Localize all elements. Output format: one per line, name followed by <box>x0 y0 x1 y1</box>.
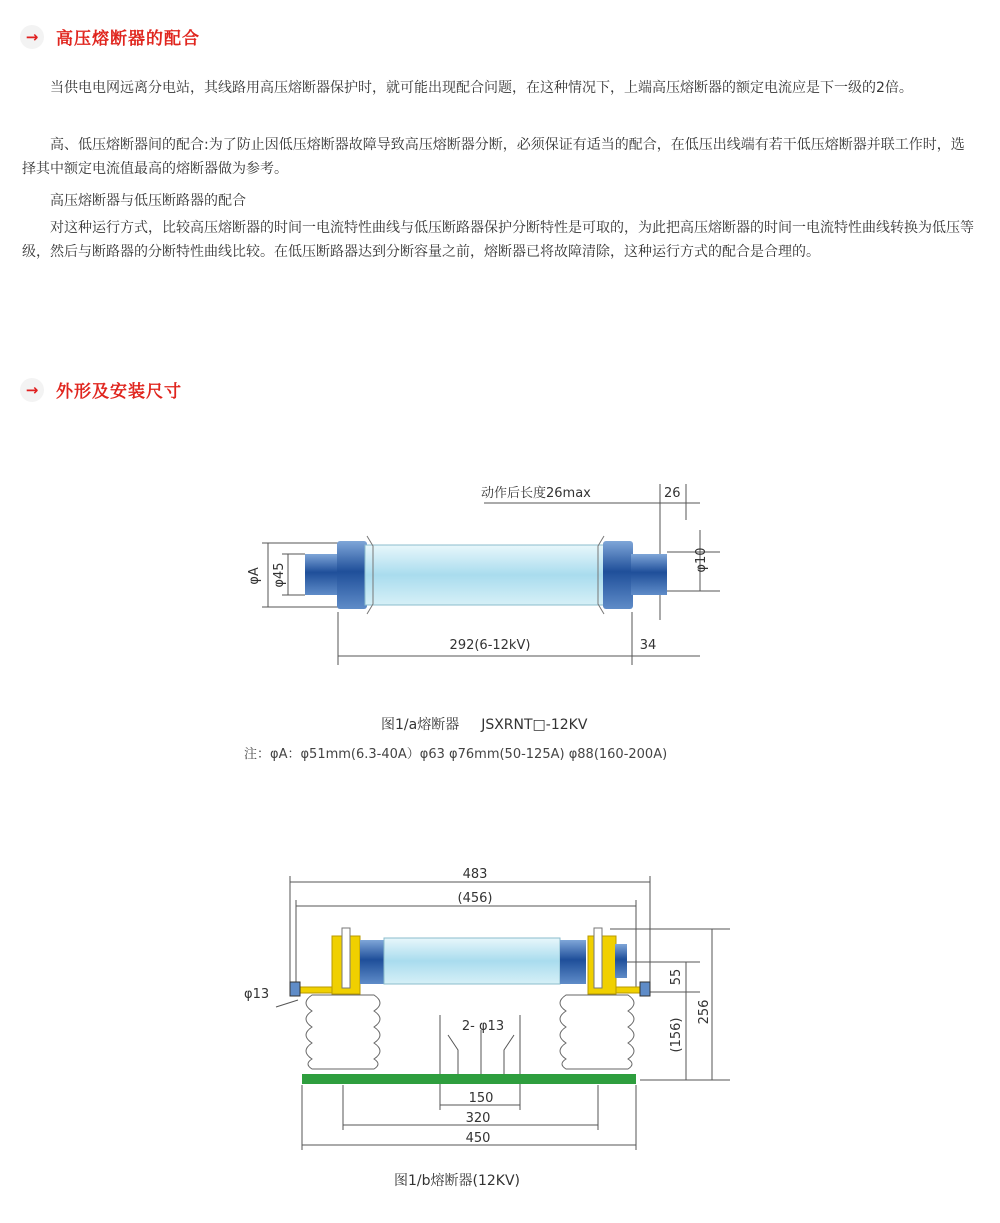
paragraph: 高压熔断器与低压断路器的配合 <box>50 193 246 209</box>
paragraph: 高、低压熔断器间的配合:为了防止因低压熔断器故障导致高压熔断器分断，必须保证有适当的配合，在低压出线端有若干低压熔断器并联工作时，选择其中额定电流值最高的熔断器做为参考。 <box>22 137 965 177</box>
dim-label: 动作后长度26max <box>481 486 591 501</box>
figure-caption-a: 图1/a熔断器 JSXRNT□-12KV <box>381 717 588 733</box>
dim-label: 292(6-12kV) <box>449 638 531 653</box>
dim-label: 55 <box>669 968 684 986</box>
section-title: 高压熔断器的配合 <box>56 29 200 49</box>
fuse-drawing-b <box>0 860 1000 1170</box>
dim-label: (456) <box>457 891 493 906</box>
dim-label: φ10 <box>694 547 709 573</box>
section-header-coordination <box>20 24 200 49</box>
paragraph: 对这种运行方式，比较高压熔断器的时间一电流特性曲线与低压断路器保护分断特性是可取的，为此把高压熔断器的时间一电流特性曲线转换为低压等级，然后与断路器的分断特性曲线比较。在低压断路器达到分断容量之前，熔断器已将故障清除，这种运行方式的配合是合理的。 <box>22 220 974 260</box>
arrow-right-icon: → <box>20 378 44 402</box>
dim-label: 450 <box>465 1131 491 1146</box>
dim-label: 34 <box>639 638 657 653</box>
figure-caption-b: 图1/b熔断器(12KV) <box>394 1173 521 1189</box>
dim-label: φ13 <box>244 987 270 1002</box>
dim-label: φA <box>247 567 262 585</box>
dim-label: 26 <box>664 486 681 501</box>
dim-label: (156) <box>669 1017 684 1053</box>
figure-note: 注：φA：φ51mm(6.3-40A）φ63 φ76mm(50-125A) φ88(160-200A) <box>244 747 668 762</box>
dim-label: 150 <box>468 1091 494 1106</box>
paragraph: 当供电电网远离分电站，其线路用高压熔断器保护时，就可能出现配合问题，在这种情况下，上端高压熔断器的额定电流应是下一级的2倍。 <box>50 80 913 96</box>
dim-label: φ45 <box>272 562 287 588</box>
dim-label: 483 <box>462 867 488 882</box>
dim-label: 256 <box>697 999 712 1025</box>
fuse-drawing-a <box>0 470 1000 710</box>
section-title: 外形及安装尺寸 <box>56 382 182 402</box>
arrow-right-icon: → <box>20 25 44 49</box>
dim-label: 320 <box>465 1111 491 1126</box>
dim-label: 2- φ13 <box>461 1019 505 1034</box>
section-header-dimensions <box>20 377 182 402</box>
